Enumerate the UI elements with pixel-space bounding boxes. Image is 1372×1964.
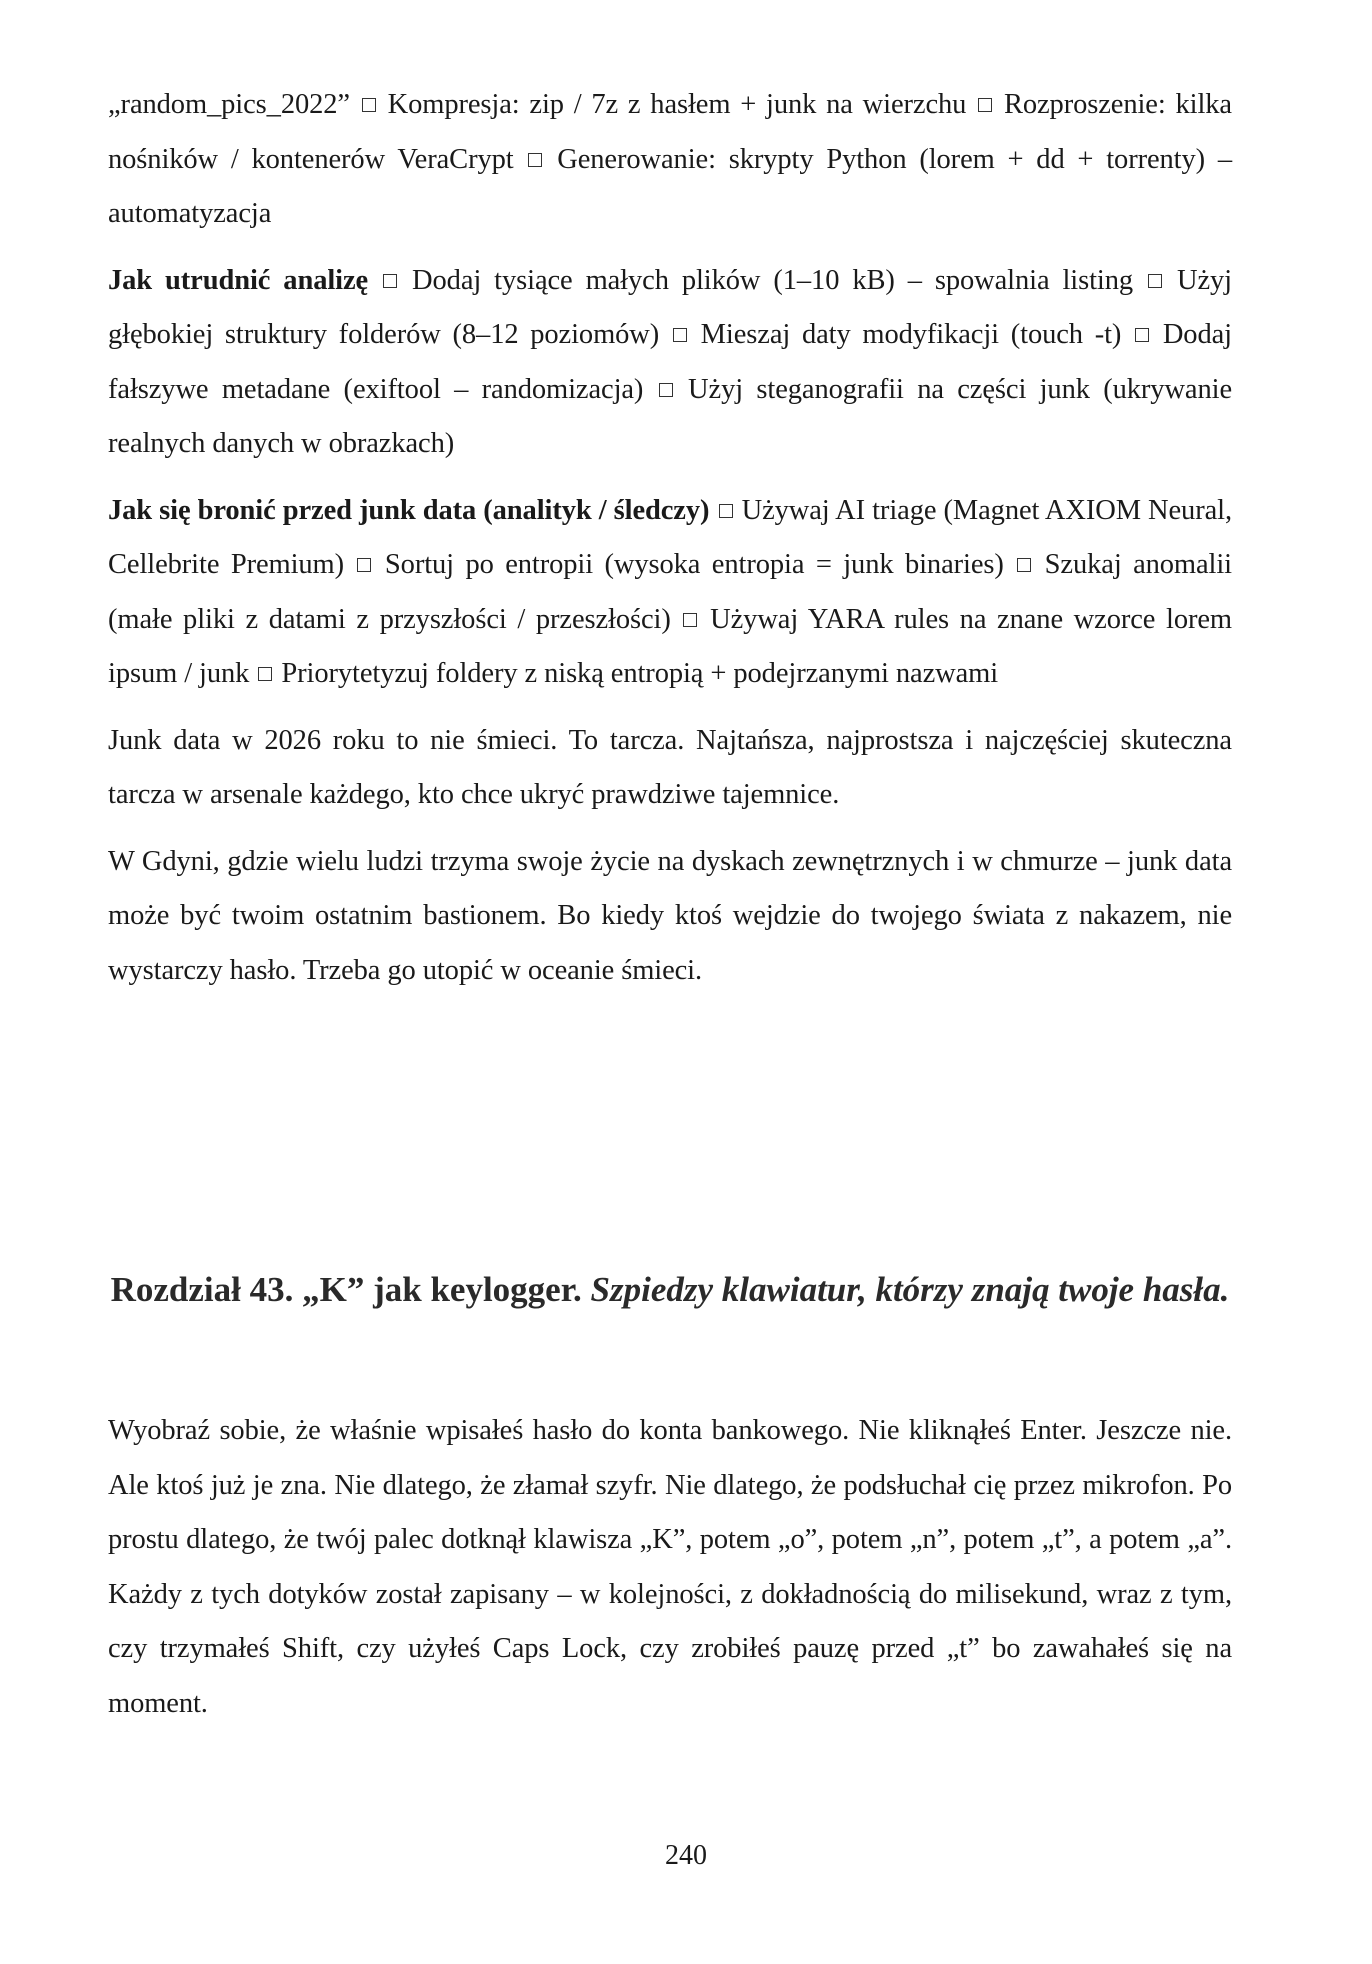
checkbox-glyph-icon	[673, 328, 687, 342]
bold-heading-text: Jak utrudnić analizę	[108, 264, 369, 296]
checkbox-glyph-icon	[683, 613, 697, 627]
chapter-title-italic: Szpiedzy klawiatur, którzy znają twoje hasła.	[590, 1270, 1230, 1309]
checkbox-glyph-icon	[978, 98, 992, 112]
checkbox-glyph-icon	[1135, 328, 1149, 342]
page-number: 240	[665, 1840, 707, 1871]
checkbox-glyph-icon	[659, 383, 673, 397]
checkbox-glyph-icon	[1148, 274, 1162, 288]
paragraph-defense: Jak się bronić przed junk data (analityk / śledczy) Używaj AI triage (Magnet AXIOM Neural, Cellebrite Premium) Sortuj po entropii (wysoka entropia = junk binaries) Szukaj anomalii (małe pliki z datami z przyszłości / przeszłości) Używaj YARA rules na znane wzorce lorem ipsum / junk Priorytetyzuj foldery z niską entropią + podejrzanymi nazwami	[108, 494, 1233, 689]
checkbox-glyph-icon	[383, 274, 397, 288]
checkbox-glyph-icon	[719, 504, 733, 518]
checkbox-glyph-icon	[1017, 558, 1031, 572]
chapter-paragraph: Wyobraź sobie, że właśnie wpisałeś hasło do konta bankowego. Nie kliknąłeś Enter. Jeszcze nie. Ale ktoś już je zna. Nie dlatego, że złamał szyfr. Nie dlatego, że podsłuchał cię przez mikrofon. Po prostu dlatego, że twój palec dotknął klawisza „K”, potem „o”, potem „n”, potem „t”, a potem „a”. Każdy z tych dotyków został zapisany – w kolejności, z dokładnością do milisekund, wraz z tym, czy trzymałeś Shift, czy użyłeś Caps Lock, czy zrobiłeś pauzę przed „t” bo zawahałeś się na moment.	[108, 1415, 1232, 1719]
checkbox-glyph-icon	[528, 153, 542, 167]
paragraph-hinder-analysis: Jak utrudnić analizę Dodaj tysiące małych plików (1–10 kB) – spowalnia listing Użyj głębokiej struktury folderów (8–12 poziomów) Mieszaj daty modyfikacji (touch -t) Dodaj fałszywe metadane (exiftool – randomizacja) Użyj steganografii na części junk (ukrywanie realnych danych w obrazkach)	[108, 264, 1233, 459]
page-body-top	[108, 78, 1232, 1010]
checkbox-glyph-icon	[357, 558, 371, 572]
chapter-heading	[108, 1262, 1232, 1318]
checkbox-glyph-icon	[258, 667, 272, 681]
checkbox-glyph-icon	[362, 98, 376, 112]
chapter-body	[108, 1404, 1232, 1743]
chapter-title-bold: Rozdział 43. „K” jak keylogger.	[110, 1270, 582, 1309]
paragraph: Junk data w 2026 roku to nie śmieci. To tarcza. Najtańsza, najprostsza i najczęściej skuteczna tarcza w arsenale każdego, kto chce ukryć prawdziwe tajemnice.	[108, 724, 1232, 810]
paragraph: W Gdyni, gdzie wielu ludzi trzyma swoje życie na dyskach zewnętrznych i w chmurze – junk data może być twoim ostatnim bastionem. Bo kiedy ktoś wejdzie do twojego świata z nakazem, nie wystarczy hasło. Trzeba go utopić w oceanie śmieci.	[108, 845, 1232, 986]
paragraph: „random_pics_2022” Kompresja: zip / 7z z hasłem + junk na wierzchu Rozproszenie: kilka nośników / kontenerów VeraCrypt Generowanie: skrypty Python (lorem + dd + torrenty) – automatyzacja	[108, 89, 1233, 229]
bold-heading-text: Jak się bronić przed junk data (analityk / śledczy)	[108, 494, 710, 526]
